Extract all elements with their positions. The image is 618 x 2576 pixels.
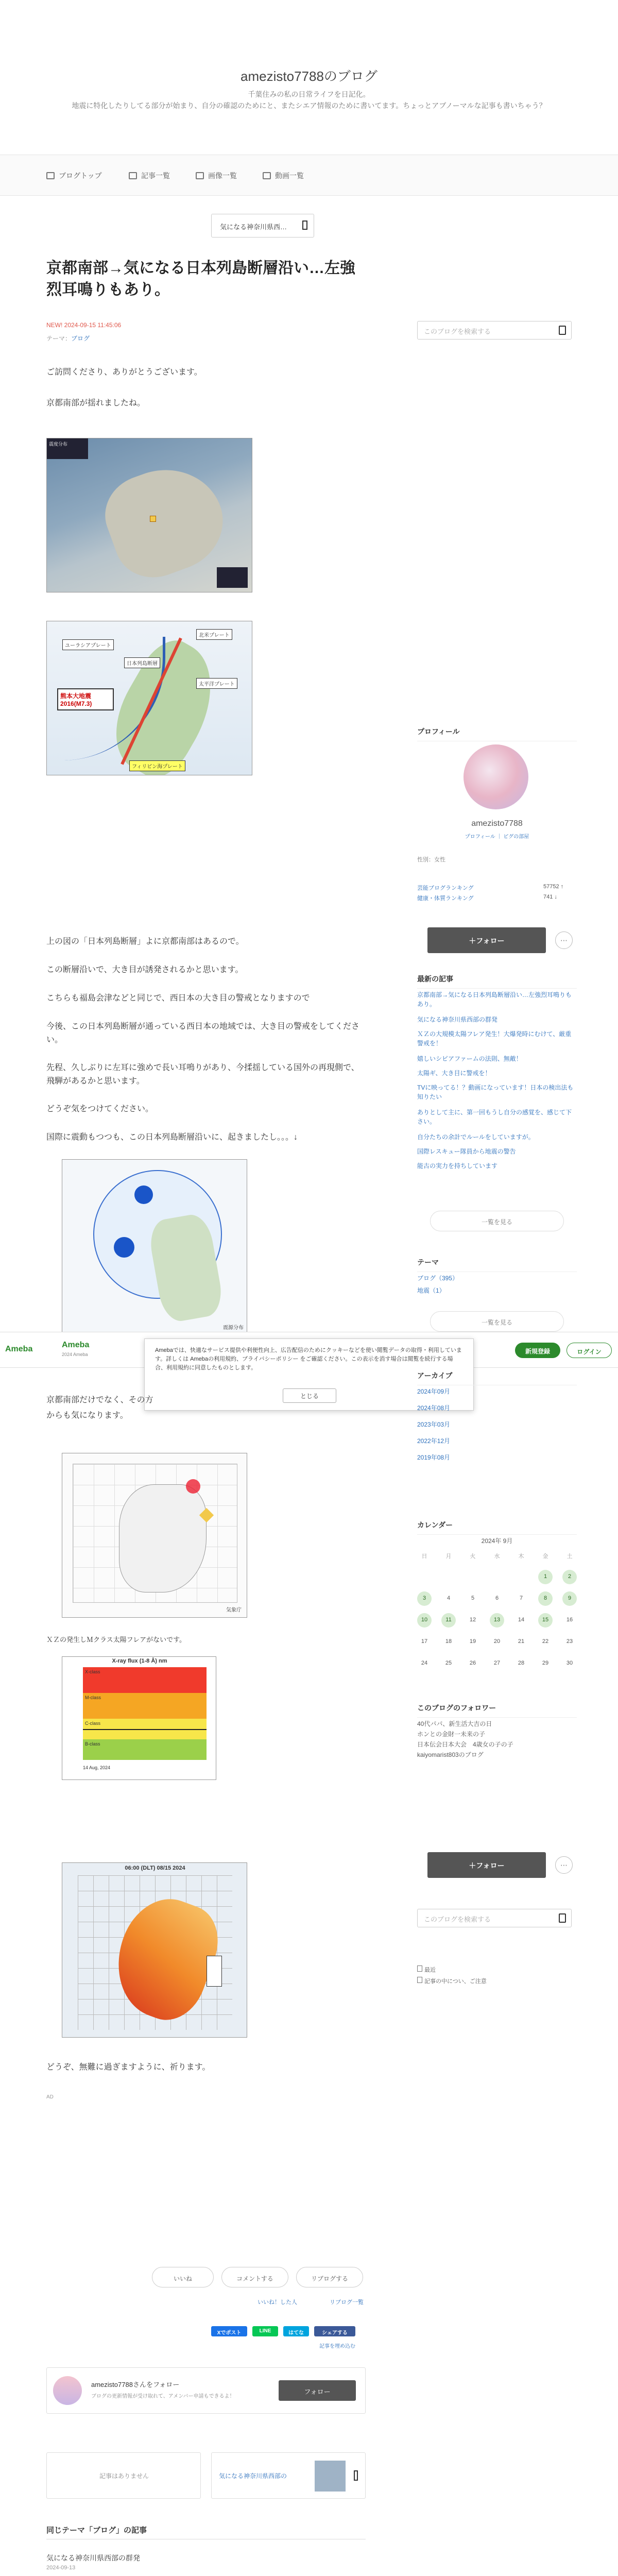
checkbox-icon (417, 1977, 422, 1983)
related-article-date: 2024-09-13 (46, 2565, 76, 2571)
post-paragraph: ご訪問くださり、ありがとうございます。 (46, 368, 202, 377)
calendar-day: 5 (471, 1595, 475, 1601)
reblog-button[interactable]: リブログする (296, 2267, 363, 2287)
nav-image-list[interactable] (196, 171, 237, 181)
map-title: 06:00 (DLT) 08/15 2024 (125, 1865, 185, 1871)
blog-header (0, 0, 618, 155)
calendar-day: 21 (518, 1638, 525, 1645)
land-shape (119, 1484, 207, 1592)
like-button[interactable]: いいね (152, 2267, 214, 2287)
post-paragraph: 先程、久しぶりに左耳に強めで長い耳鳴りがあり、今揉揺している国外の再現側で、飛騨があるかと思います。 (46, 1063, 359, 1086)
calendar-day: 19 (469, 1638, 476, 1645)
post-paragraph: こちらも福島会津などと同じで、西日本の大き目の警戒となりますので (46, 994, 310, 1003)
sidebar-search-input[interactable] (417, 1909, 572, 1927)
archive-link[interactable]: 2024年09月 (417, 1388, 451, 1395)
post-date: NEW! 2024-09-15 11:45:06 (46, 321, 122, 329)
profile-gender: 性別：女性 (417, 857, 445, 863)
calendar-day: 4 (447, 1595, 451, 1601)
ranking-link[interactable]: 健康・体質ランキング (417, 895, 474, 902)
calendar-day: 25 (445, 1660, 452, 1666)
share-more-button[interactable]: シェアする (314, 2326, 355, 2336)
calendar-month: 2024年 9月 (481, 1537, 513, 1545)
calendar-day[interactable]: 9 (562, 1591, 577, 1606)
more-options-button[interactable]: ⋯ (555, 1856, 573, 1874)
chart-date: 14 Aug, 2024 (83, 1765, 111, 1770)
blog-description (0, 89, 618, 111)
latest-article-link[interactable]: 嬉しいシビアファームの法則、無敵！ (417, 1055, 522, 1062)
image-icon (196, 172, 204, 179)
latest-article-link[interactable]: 国際レスキュー隊員から地震の警告 (417, 1148, 516, 1155)
calendar-day (417, 1570, 432, 1584)
post-paragraph: からも気になります。 (46, 1411, 128, 1420)
next-article-card[interactable] (46, 2452, 201, 2499)
follow-title: amezisto7788さんをフォロー (91, 2381, 180, 2388)
follower-link[interactable]: 日本伝会日本大会 4歳女の子の子 (417, 1741, 513, 1748)
calendar-day: 18 (445, 1638, 452, 1645)
calendar-day[interactable]: 3 (417, 1591, 432, 1606)
band-label: M-class (85, 1695, 101, 1700)
avatar[interactable] (53, 2376, 82, 2405)
weekday: 木 (518, 1553, 524, 1560)
ranking-value: 741 ↓ (543, 894, 557, 900)
calendar-week (417, 1635, 577, 1649)
banner-subtitle: 2024 Ameba (62, 1352, 88, 1357)
weekday: 土 (566, 1553, 573, 1560)
prev-article-link[interactable] (211, 214, 314, 238)
map-legend (207, 1956, 222, 1987)
blog-title[interactable]: amezisto7788のブログ (241, 69, 377, 84)
post-paragraph: どうぞ、無難に過ぎますように、祈ります。 (46, 2063, 211, 2072)
calendar-day: 23 (566, 1638, 573, 1645)
calendar-day[interactable]: 1 (538, 1570, 553, 1584)
login-button[interactable]: ログイン (566, 1343, 612, 1358)
prev-article-label: 気になる神奈川県西… (220, 223, 287, 231)
nav-video-list[interactable] (263, 171, 304, 181)
theme-label: テーマ： (46, 335, 72, 342)
calendar-day: 14 (518, 1617, 525, 1623)
chevron-right-icon (302, 221, 307, 230)
latest-article-link[interactable]: TVに映ってる！？動画になっています！日本の検出法も知りたい (417, 1084, 574, 1100)
ranking-link[interactable]: 芸能ブログランキング (417, 885, 474, 891)
post-theme (46, 334, 90, 343)
calendar-week (417, 1613, 577, 1628)
bookmark-label: 最近 (424, 1967, 436, 1973)
more-options-button[interactable]: ⋯ (555, 931, 573, 949)
plate-label: 北米プレート (196, 629, 232, 640)
latest-article-link[interactable]: 能古の実力を持ちしています (417, 1162, 498, 1170)
calendar-day[interactable]: 11 (441, 1613, 456, 1628)
calendar-day: 28 (518, 1660, 525, 1666)
xray-band-x (83, 1667, 207, 1693)
nav-article-list[interactable] (129, 171, 170, 181)
theme-more-button[interactable]: 一覧を見る (430, 1311, 564, 1332)
land-shape (94, 453, 236, 588)
jma-seismic-map[interactable] (62, 1453, 247, 1618)
seismic-distribution-map[interactable] (62, 1159, 247, 1334)
embed-link[interactable]: 記事を埋め込む (319, 2344, 355, 2349)
calendar-day[interactable]: 8 (538, 1591, 553, 1606)
calendar-day[interactable]: 15 (538, 1613, 553, 1628)
calendar-day[interactable]: 13 (490, 1613, 504, 1628)
plate-label: 太平洋プレート (196, 678, 237, 689)
map-scale (217, 567, 248, 588)
calendar-day: 26 (469, 1660, 476, 1666)
sidebar-follow-button-2[interactable]: ＋フォロー (427, 1852, 546, 1878)
home-icon (46, 172, 55, 179)
blog-description-line: 千葉住みの私の日常ライフを日記化。 (248, 90, 370, 98)
sidebar-bookmark[interactable] (417, 1965, 436, 1974)
profile-heading: プロフィール (417, 726, 577, 741)
xray-flux-chart[interactable] (62, 1656, 216, 1780)
band-label: X-class (85, 1669, 100, 1674)
flux-line (83, 1729, 207, 1730)
map-caption: 震源分布 (223, 1325, 244, 1331)
post-paragraph: 京都南部だけでなく、その方 (46, 1396, 153, 1404)
followers-heading: このブログのフォロワー (417, 1703, 577, 1718)
calendar-day: 16 (566, 1617, 573, 1623)
post-paragraph: 上の図の「日本列島断層」よに京都南部はあるので。 (46, 937, 244, 946)
post-paragraph: この断層沿いで、大き目が誘発されるかと思います。 (46, 965, 244, 974)
calendar-day: 7 (519, 1595, 523, 1601)
calendar-day: 6 (495, 1595, 499, 1601)
band-label: C-class (85, 1721, 101, 1726)
latest-article-link[interactable]: 京都南部→気になる日本列島断層沿い…左強烈耳鳴りもあり。 (417, 991, 572, 1008)
reblog-list-link[interactable]: リブログ一覧 (330, 2299, 364, 2306)
chevron-right-icon (354, 2470, 358, 2481)
profile-name[interactable]: amezisto7788 (471, 819, 523, 828)
video-icon (263, 172, 271, 179)
weekday: 月 (445, 1553, 452, 1560)
follow-button[interactable]: フォロー (279, 2380, 356, 2401)
calendar-day: 22 (542, 1638, 549, 1645)
register-button[interactable]: 新規登録 (515, 1343, 560, 1358)
blog-description-line: 地震に特化したりしてる部分が始まり、自分の確認のためにと、またシエア情報のために書いてます。ちょっとアブノーマルな記事も書いちゃう？ (72, 101, 546, 110)
calendar-week (417, 1570, 577, 1584)
archive-link[interactable]: 2022年12月 (417, 1437, 451, 1445)
calendar-day: 12 (469, 1617, 476, 1623)
calendar-day: 20 (493, 1638, 501, 1645)
archive-link[interactable]: 2019年08月 (417, 1454, 451, 1461)
follow-card (46, 2367, 366, 2414)
related-article-link[interactable]: 気になる神奈川県西部の群発 (46, 2554, 140, 2562)
xray-band-m (83, 1693, 207, 1719)
post-title: 京都南部→気になる日本列島断層沿い…左強烈耳鳴りもあり。 (46, 260, 355, 298)
follower-link[interactable]: kaiyomarist803のブログ (417, 1751, 484, 1758)
calendar-day (514, 1570, 528, 1584)
weekday: 水 (494, 1553, 500, 1560)
latest-more-button[interactable]: 一覧を見る (430, 1211, 564, 1231)
post-paragraph: ＸＺの発生しＭクラス太陽フレアがないです。 (46, 1636, 186, 1643)
prev-article-card[interactable] (211, 2452, 366, 2499)
cookie-consent-text: Amebaでは、快適なサービス提供や利便性向上、広告配信のためにクッキーなどを使い閲覧データの取得・利用しています。詳しくは Amebaの利用規約、プライバシーポリシー をご確認ください。この表示を消す場合は閲覧を続行する場合、利用規約に同意したものとします。 (155, 1347, 462, 1371)
calendar-weekdays (417, 1548, 577, 1563)
nav-label: 動画一覧 (275, 172, 304, 180)
calendar-day: 30 (566, 1660, 573, 1666)
calendar-day: 29 (542, 1660, 549, 1666)
search-placeholder: このブログを検索する (424, 328, 491, 335)
checkbox-icon (417, 1965, 422, 1972)
theme-link[interactable]: ブログ（395） (417, 1275, 459, 1282)
calendar-day (441, 1570, 456, 1584)
ad-label: AD (46, 2094, 54, 2100)
theme-link[interactable]: 地震（1） (417, 1287, 445, 1294)
nav-label: ブログトップ (59, 172, 102, 180)
calendar-day: 27 (493, 1660, 501, 1666)
search-icon[interactable] (559, 326, 566, 335)
share-hatena-button[interactable]: はてな (283, 2326, 309, 2336)
calendar-day: 17 (421, 1638, 428, 1645)
calendar-grid (417, 1548, 577, 1678)
archive-link[interactable]: 2023年03月 (417, 1421, 451, 1428)
profile-links[interactable]: プロフィール ｜ ピグの部屋 (465, 834, 529, 840)
calendar-day[interactable]: 2 (562, 1570, 577, 1584)
post-paragraph: 京都南部が揺れましたね。 (46, 399, 146, 408)
plate-boundary-map[interactable] (46, 621, 252, 775)
bookmark-label: 記事の中につい、ご注意 (424, 1978, 487, 1985)
post-paragraph: 国際に震動もつつも、この日本列島断層沿いに、起きましたし。。。↓ (46, 1133, 298, 1142)
archive-heading: アーカイブ (417, 1370, 577, 1385)
nav-label: 記事一覧 (141, 172, 170, 180)
list-icon (129, 172, 137, 179)
calendar-heading: カレンダー (417, 1520, 577, 1535)
calendar-week (417, 1656, 577, 1671)
nav-blog-top[interactable] (46, 171, 102, 181)
epicenter-marker (150, 516, 156, 522)
theme-heading: テーマ (417, 1257, 577, 1272)
epicenter-marker (186, 1479, 200, 1494)
calendar-day: 24 (421, 1660, 428, 1666)
theme-link[interactable]: ブログ (71, 335, 90, 342)
map-legend: 震度分布 (47, 438, 88, 459)
prev-article-title: 気になる神奈川県西部の (219, 2472, 287, 2480)
latest-article-link[interactable]: ありとして主に、第一回もうし自分の感覚を、感じて下さい。 (417, 1109, 572, 1125)
liked-users-link[interactable]: いいね！した人 (258, 2299, 297, 2306)
sidebar-bookmark[interactable] (417, 1977, 487, 1985)
post-paragraph: 今後、この日本列島断層が通っている西日本の地域では、大き目の警戒をしてください。 (46, 1022, 360, 1044)
map-caption: 気象庁 (226, 1607, 242, 1613)
band-label: B-class (85, 1741, 100, 1747)
ranking-value: 57752 ↑ (543, 884, 564, 890)
share-line-button[interactable]: LINE (252, 2326, 278, 2336)
calendar-day[interactable]: 10 (417, 1613, 432, 1628)
epicenter-marker (134, 1185, 153, 1204)
weekday: 金 (542, 1553, 548, 1560)
latest-heading: 最新の記事 (417, 974, 577, 989)
chart-title: X-ray flux (1-8 Å) nm (112, 1658, 167, 1664)
heat-forecast-map[interactable] (62, 1862, 247, 2038)
ameba-logo-secondary[interactable]: Ameba (62, 1341, 90, 1349)
earthquake-intensity-map[interactable] (46, 438, 252, 592)
weekday: 日 (421, 1553, 427, 1560)
next-article-label: 記事はありません (99, 2472, 149, 2480)
related-heading: 同じテーマ「ブログ」の記事 (46, 2526, 147, 2535)
plate-label: 日本列島断層 (124, 657, 160, 668)
latest-article-link[interactable]: ＸＺの大規模太陽フレア発生！大爆発時にむけて、厳重警戒を！ (417, 1030, 572, 1047)
blog-search-input[interactable] (417, 321, 572, 340)
search-placeholder: このブログを検索する (424, 1916, 491, 1923)
nav-label: 画像一覧 (208, 172, 237, 180)
calendar-day (466, 1570, 480, 1584)
post-paragraph: どうぞ気をつけてください。 (46, 1105, 154, 1113)
plate-label: ユーラシアプレート (62, 639, 114, 650)
weekday: 火 (470, 1553, 476, 1560)
ameba-logo[interactable]: Ameba (5, 1345, 33, 1353)
profile-avatar[interactable] (464, 744, 528, 809)
latest-article-link[interactable]: 太陽ギ、大き目に警戒を！ (417, 1070, 491, 1077)
calendar-day (490, 1570, 504, 1584)
archive-link[interactable]: 2024年08月 (417, 1404, 451, 1412)
follower-link[interactable]: 40代パパ、新生活大吉の日 (417, 1720, 492, 1727)
latest-article-link[interactable]: 自分たちの余計でルールをしていますが。 (417, 1133, 535, 1141)
close-modal-button[interactable]: とじる (283, 1388, 336, 1403)
epicenter-marker (114, 1237, 134, 1258)
latest-article-link[interactable]: 気になる神奈川県西部の群発 (417, 1016, 498, 1023)
plate-label: フィリピン海プレート (129, 760, 185, 771)
follower-link[interactable]: ホンとの金財一未来の子 (417, 1731, 486, 1738)
sidebar-follow-button[interactable]: ＋フォロー (427, 927, 546, 953)
search-icon[interactable] (559, 1913, 566, 1923)
prev-article-thumb (315, 2461, 346, 2492)
share-x-button[interactable]: Xでポスト (211, 2326, 247, 2336)
comment-button[interactable]: コメントする (221, 2267, 288, 2287)
quake-callout: 熊本大地震 2016(M7.3) (57, 688, 114, 710)
follow-description: ブログの更新情報が受け取れて、アメンバー申請もできるよ！ (91, 2394, 235, 2399)
calendar-week (417, 1591, 577, 1606)
xray-band-b (83, 1739, 207, 1760)
